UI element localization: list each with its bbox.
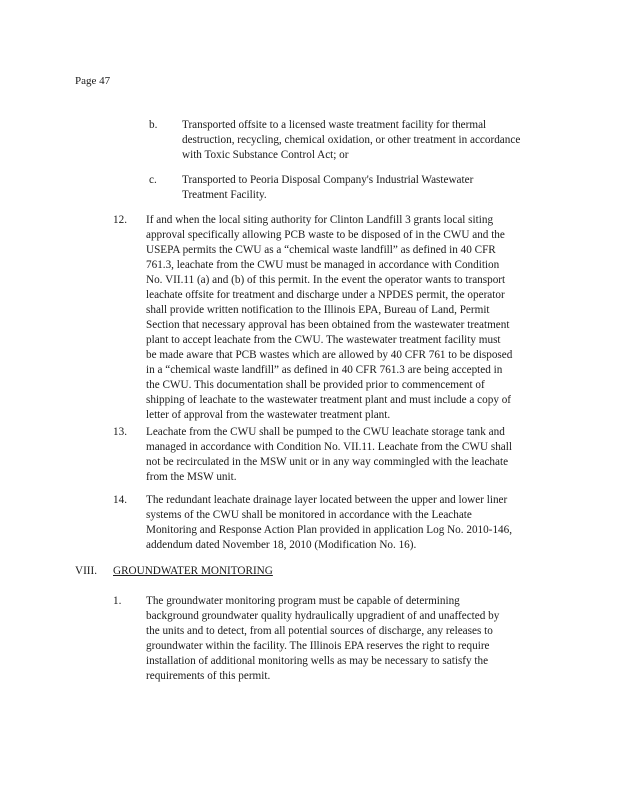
text-line: plant to accept leachate from the CWU. The wastewater treatment facility must <box>146 334 501 346</box>
text-line: with Toxic Substance Control Act; or <box>182 149 349 161</box>
text-line: Transported to Peoria Disposal Company's Industrial Wastewater <box>182 174 474 186</box>
text-line: The redundant leachate drainage layer located between the upper and lower liner <box>146 494 508 506</box>
item-text <box>182 173 473 203</box>
text-line: background groundwater quality hydraulically upgradient of and unaffected by <box>146 610 500 622</box>
text-line: be made aware that PCB wastes which are allowed by 40 CFR 761 to be disposed <box>146 349 513 361</box>
item-label: b. <box>149 119 158 131</box>
text-line: Treatment Facility. <box>182 189 267 201</box>
section-title: GROUNDWATER MONITORING <box>113 565 273 577</box>
text-line: approval specifically allowing PCB waste to be disposed of in the CWU and the <box>146 229 505 241</box>
item-text <box>146 213 512 423</box>
text-line: The groundwater monitoring program must be capable of determining <box>146 595 460 607</box>
text-line: groundwater within the facility. The Illinois EPA reserves the right to require <box>146 640 490 652</box>
text-line: No. VII.11 (a) and (b) of this permit. In the event the operator wants to transport <box>146 274 506 286</box>
item-label: 12. <box>113 214 127 226</box>
item-label: c. <box>149 174 157 186</box>
text-line: shipping of leachate to the wastewater treatment plant and must include a copy of <box>146 394 512 406</box>
item-text <box>182 118 520 163</box>
item-text <box>146 594 499 684</box>
text-line: If and when the local siting authority for Clinton Landfill 3 grants local siting <box>146 214 494 226</box>
text-line: USEPA permits the CWU as a “chemical waste landfill” as defined in 40 CFR <box>146 244 496 256</box>
text-line: the CWU. This documentation shall be provided prior to commencement of <box>146 379 485 391</box>
text-line: installation of additional monitoring wells as may be necessary to satisfy the <box>146 655 489 667</box>
text-line: Leachate from the CWU shall be pumped to the CWU leachate storage tank and <box>146 426 505 438</box>
item-label: 13. <box>113 426 127 438</box>
item-text <box>146 493 512 553</box>
text-line: letter of approval from the wastewater treatment plant. <box>146 409 391 421</box>
text-line: Transported offsite to a licensed waste treatment facility for thermal <box>182 119 487 131</box>
text-line: managed in accordance with Condition No. VII.11. Leachate from the CWU shall <box>146 441 512 453</box>
text-line: in a “chemical waste landfill” as defined in 40 CFR 761.3 are being accepted in <box>146 364 503 376</box>
item-text <box>146 425 512 485</box>
item-label: 1. <box>113 595 122 607</box>
text-line: not be recirculated in the MSW unit or in any way commingled with the leachate <box>146 456 509 468</box>
text-line: Monitoring and Response Action Plan provided in application Log No. 2010-146, <box>146 524 513 536</box>
text-line: leachate offsite for treatment and discharge under a NPDES permit, the operator <box>146 289 505 301</box>
text-line: the units and to detect, from all potential sources of discharge, any releases to <box>146 625 493 637</box>
text-line: Section that necessary approval has been obtained from the wastewater treatment <box>146 319 510 331</box>
text-line: from the MSW unit. <box>146 471 237 483</box>
text-line: addendum dated November 18, 2010 (Modification No. 16). <box>146 539 417 551</box>
item-label: 14. <box>113 494 127 506</box>
text-line: requirements of this permit. <box>146 670 271 682</box>
text-line: systems of the CWU shall be monitored in accordance with the Leachate <box>146 509 472 521</box>
text-line: 761.3, leachate from the CWU must be managed in accordance with Condition <box>146 259 500 271</box>
text-line: shall provide written notification to the Illinois EPA, Bureau of Land, Permit <box>146 304 490 316</box>
text-line: destruction, recycling, chemical oxidation, or other treatment in accordance <box>182 134 521 146</box>
section-number: VIII. <box>75 565 98 577</box>
page-number: Page 47 <box>75 75 111 87</box>
